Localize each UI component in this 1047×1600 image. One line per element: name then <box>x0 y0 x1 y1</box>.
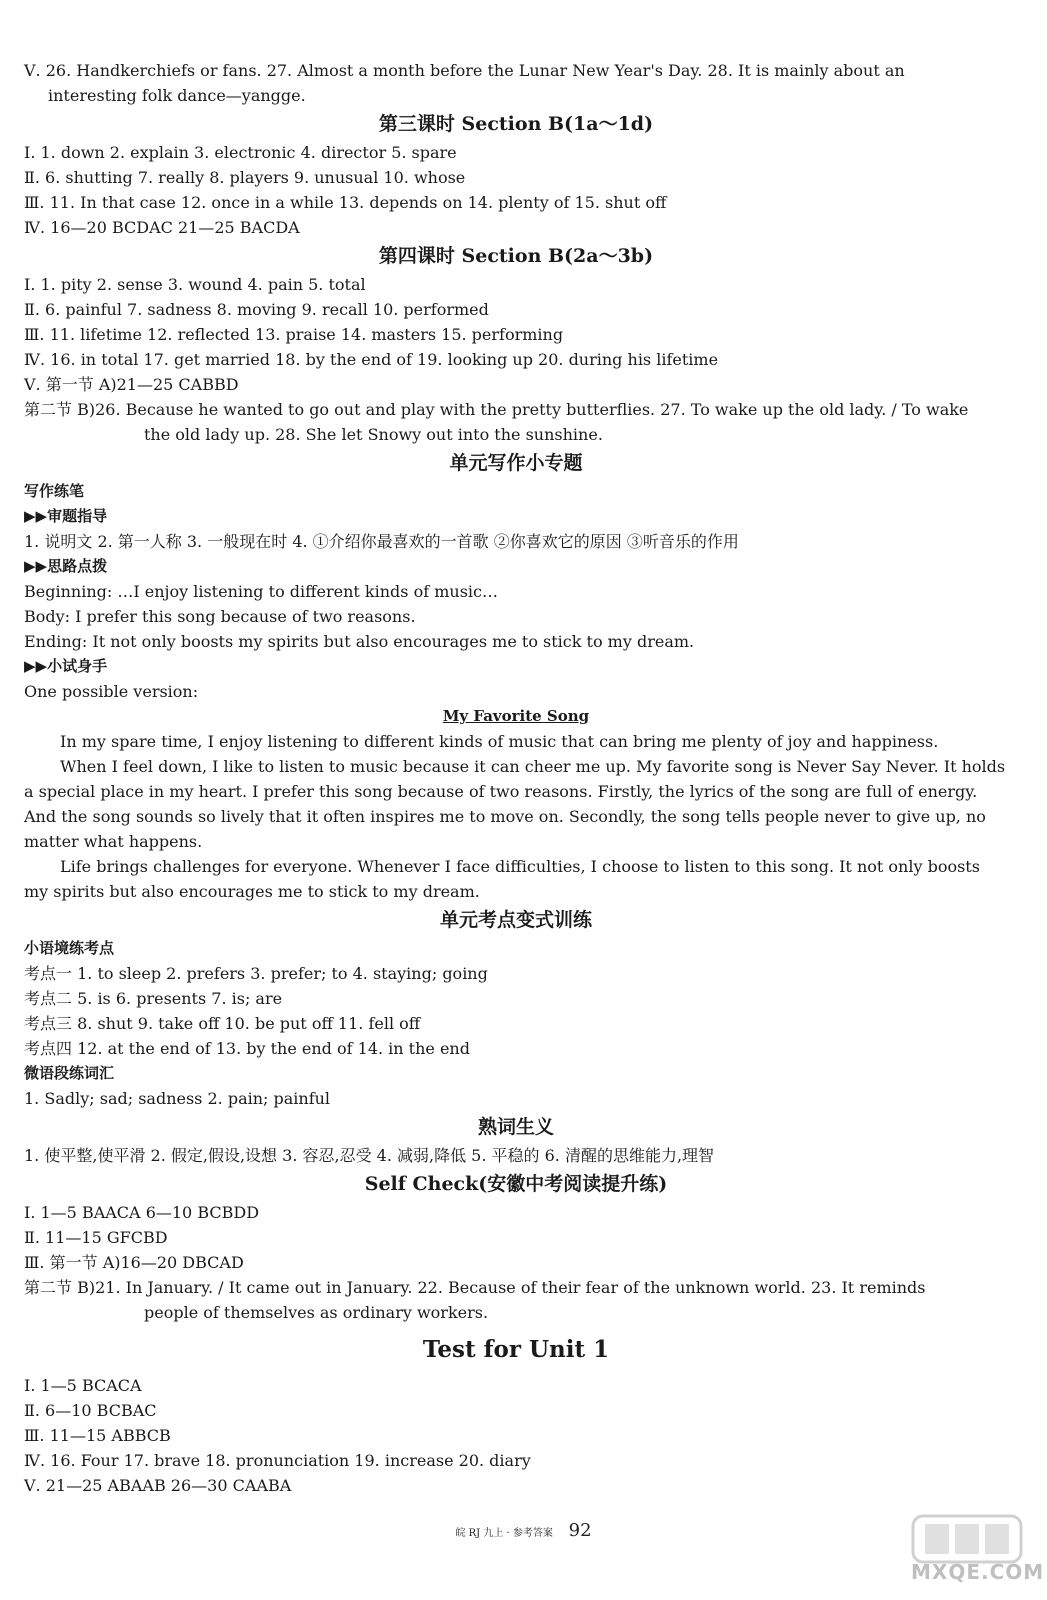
answer-line: Ⅱ. 6. shutting 7. really 8. players 9. unusual 10. whose <box>24 168 466 187</box>
answer-line: Ⅰ. 1—5 BAACA 6—10 BCBDD <box>24 1203 260 1222</box>
subsection-label: ▶▶审题指导 <box>24 507 108 525</box>
answer-line: Ⅲ. 11. In that case 12. once in a while 13. depends on 14. plenty of 15. shut off <box>24 193 667 212</box>
answer-line: Ⅲ. 11—15 ABBCB <box>24 1426 171 1445</box>
answer-line: Ⅳ. 16. Four 17. brave 18. pronunciation 19. increase 20. diary <box>24 1451 531 1470</box>
answer-page <box>24 58 1008 1498</box>
answer-line: Beginning: …I enjoy listening to different kinds of music… <box>24 582 498 601</box>
subsection-label: 微语段练词汇 <box>24 1064 115 1082</box>
answer-line: Ⅳ. 16. in total 17. get married 18. by the end of 19. looking up 20. during his lifetime <box>24 350 719 369</box>
footer-label: 皖 RJ 九上 · 参考答案 <box>455 1528 553 1539</box>
page-number: 92 <box>568 1520 592 1541</box>
answer-line: 考点一 1. to sleep 2. prefers 3. prefer; to 4. staying; going <box>24 964 488 983</box>
essay-title: My Favorite Song <box>442 707 590 725</box>
answer-line: 考点三 8. shut 9. take off 10. be put off 11. fell off <box>24 1014 421 1033</box>
section-heading: Self Check(安徽中考阅读提升练) <box>364 1173 668 1195</box>
subsection-label: 写作练笔 <box>24 482 85 500</box>
page-footer <box>0 1520 1047 1541</box>
unit-test-heading: Test for Unit 1 <box>422 1336 610 1363</box>
section-heading: 单元写作小专题 <box>449 452 583 474</box>
answer-line: 第二节 B)21. In January. / It came out in January. 22. Because of their fear of the unknown world. 23. It reminds <box>24 1278 926 1297</box>
subsection-label: ▶▶思路点拨 <box>24 557 108 575</box>
section-heading: 熟词生义 <box>477 1116 554 1138</box>
essay-paragraph: When I feel down, I like to listen to music because it can cheer me up. My favorite song is Never Say Never. It holds a special place in my heart. I prefer this song because of two reasons. Firstly, the lyrics of the song are full of energy. And the song sounds so lively that it often inspires me to move on. Secondly, the song tells people never to give up, no matter what happens. <box>24 757 1006 851</box>
essay-paragraph: Life brings challenges for everyone. Whenever I face difficulties, I choose to listen to this song. It not only boosts my spirits but also encourages me to stick to my dream. <box>24 857 980 901</box>
answer-line: Ⅰ. 1. pity 2. sense 3. wound 4. pain 5. total <box>24 275 366 294</box>
section-heading: 单元考点变式训练 <box>439 909 592 931</box>
answer-line: 考点二 5. is 6. presents 7. is; are <box>24 989 283 1008</box>
answer-line-continued: people of themselves as ordinary workers. <box>144 1303 489 1322</box>
answer-line: 1. 说明文 2. 第一人称 3. 一般现在时 4. ①介绍你最喜欢的一首歌 ②你喜欢它的原因 ③听音乐的作用 <box>24 532 739 551</box>
answer-line: Ⅴ. 21—25 ABAAB 26—30 CAABA <box>24 1476 292 1495</box>
answer-line: Ⅱ. 6—10 BCBAC <box>24 1401 157 1420</box>
answer-line: One possible version: <box>24 682 199 701</box>
answer-line-continued: the old lady up. 28. She let Snowy out into the sunshine. <box>144 425 603 444</box>
answer-line: Ⅱ. 6. painful 7. sadness 8. moving 9. recall 10. performed <box>24 300 489 319</box>
answer-line: Ⅴ. 26. Handkerchiefs or fans. 27. Almost a month before the Lunar New Year's Day. 28. It is mainly about an <box>24 61 905 80</box>
section-heading: 第四课时 Section B(2a～3b) <box>378 245 654 267</box>
answer-line: Ⅲ. 第一节 A)16—20 DBCAD <box>24 1253 244 1272</box>
answer-line: Ⅰ. 1. down 2. explain 3. electronic 4. director 5. spare <box>24 143 457 162</box>
answer-line: 考点四 12. at the end of 13. by the end of 14. in the end <box>24 1039 470 1058</box>
answer-line: Ⅲ. 11. lifetime 12. reflected 13. praise 14. masters 15. performing <box>24 325 564 344</box>
essay-paragraph: In my spare time, I enjoy listening to different kinds of music that can bring me plenty of joy and happiness. <box>60 732 939 751</box>
subsection-label: 小语境练考点 <box>24 939 115 957</box>
answer-line: Ⅴ. 第一节 A)21—25 CABBD <box>24 375 239 394</box>
answer-line: 1. Sadly; sad; sadness 2. pain; painful <box>24 1089 331 1108</box>
watermark-logo <box>907 1510 1045 1590</box>
watermark-text: MXQE.COM <box>911 1560 1045 1584</box>
answer-line: Ending: It not only boosts my spirits but also encourages me to stick to my dream. <box>24 632 695 651</box>
answer-line: 1. 使平整,使平滑 2. 假定,假设,设想 3. 容忍,忍受 4. 减弱,降低 5. 平稳的 6. 清醒的思维能力,理智 <box>24 1146 715 1165</box>
section-heading: 第三课时 Section B(1a～1d) <box>378 113 654 135</box>
answer-line: Ⅱ. 11—15 GFCBD <box>24 1228 168 1247</box>
answer-line-continued: interesting folk dance—yangge. <box>48 86 306 105</box>
answer-line: 第二节 B)26. Because he wanted to go out and play with the pretty butterflies. 27. To wake up the old lady. / To wake <box>24 400 969 419</box>
answer-line: Ⅳ. 16—20 BCDAC 21—25 BACDA <box>24 218 300 237</box>
subsection-label: ▶▶小试身手 <box>24 657 108 675</box>
answer-line: Ⅰ. 1—5 BCACA <box>24 1376 142 1395</box>
answer-line: Body: I prefer this song because of two reasons. <box>24 607 416 626</box>
